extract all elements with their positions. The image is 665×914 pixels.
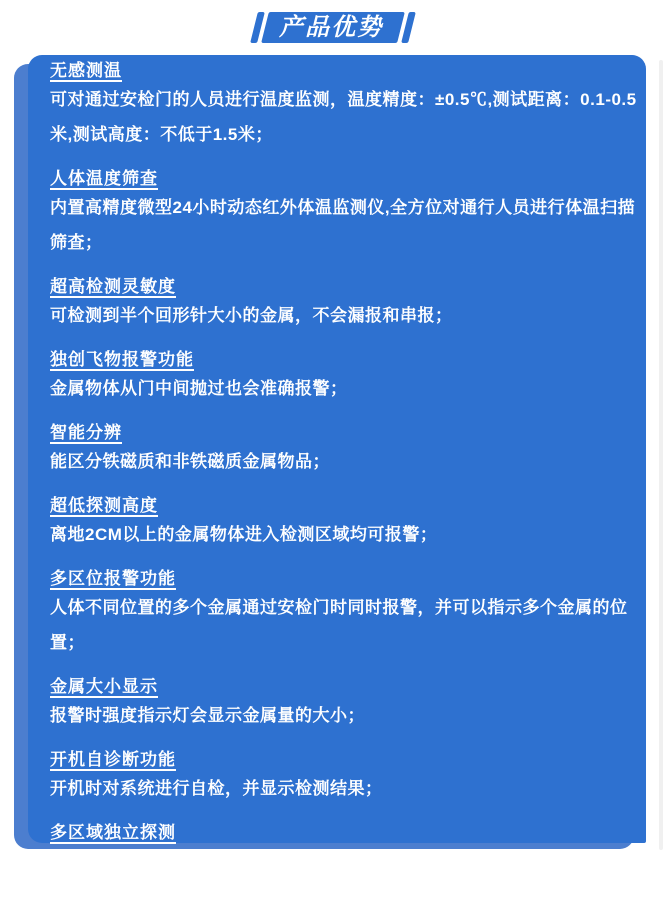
feature-heading: 金属大小显示 (50, 677, 158, 696)
feature-heading: 超高检测灵敏度 (50, 277, 176, 296)
feature-section (50, 60, 638, 152)
feature-section (50, 568, 638, 660)
feature-section (50, 168, 638, 260)
feature-description: 内置高精度微型24小时动态红外体温监测仪,全方位对通行人员进行体温扫描筛查； (50, 198, 636, 252)
feature-description: 可对通过安检门的人员进行温度监测，温度精度：±0.5℃,测试距离：0.1-0.5米,测试高度：不低于1.5米； (50, 90, 637, 144)
feature-heading: 人体温度筛查 (50, 169, 158, 188)
feature-section (50, 349, 638, 406)
feature-section (50, 276, 638, 333)
feature-description: 报警时强度指示灯会显示金属量的大小； (50, 706, 365, 725)
feature-section (50, 822, 638, 914)
feature-section (50, 676, 638, 733)
feature-description: 人体不同位置的多个金属通过安检门时同时报警，并可以指示多个金属的位置； (50, 598, 628, 652)
feature-section (50, 422, 638, 479)
feature-heading: 多区域独立探测 (50, 823, 176, 842)
feature-description: 离地2CM以上的金属物体进入检测区域均可报警； (50, 525, 438, 544)
feature-description: 能区分铁磁质和非铁磁质金属物品； (50, 452, 330, 471)
feature-description: 12个独立探测区域，每个区域1000级灵敏度等级调节；模块化组件设计：运输、维护方便快捷。 (50, 852, 635, 906)
feature-heading: 独创飞物报警功能 (50, 350, 194, 369)
page-edge-line (659, 60, 663, 850)
feature-heading: 无感测温 (50, 61, 122, 80)
feature-heading: 多区位报警功能 (50, 569, 176, 588)
feature-section (50, 495, 638, 552)
feature-heading: 超低探测高度 (50, 496, 158, 515)
feature-section (50, 749, 638, 806)
page-title: 产品优势 (261, 12, 405, 43)
advantages-card (28, 55, 646, 906)
feature-description: 开机时对系统进行自检，并显示检测结果； (50, 779, 383, 798)
feature-heading: 智能分辨 (50, 423, 122, 442)
title-badge (250, 12, 416, 43)
feature-description: 金属物体从门中间抛过也会准确报警； (50, 379, 348, 398)
feature-heading: 开机自诊断功能 (50, 750, 176, 769)
title-badge-row (0, 12, 665, 43)
feature-description: 可检测到半个回形针大小的金属，不会漏报和串报； (50, 306, 453, 325)
